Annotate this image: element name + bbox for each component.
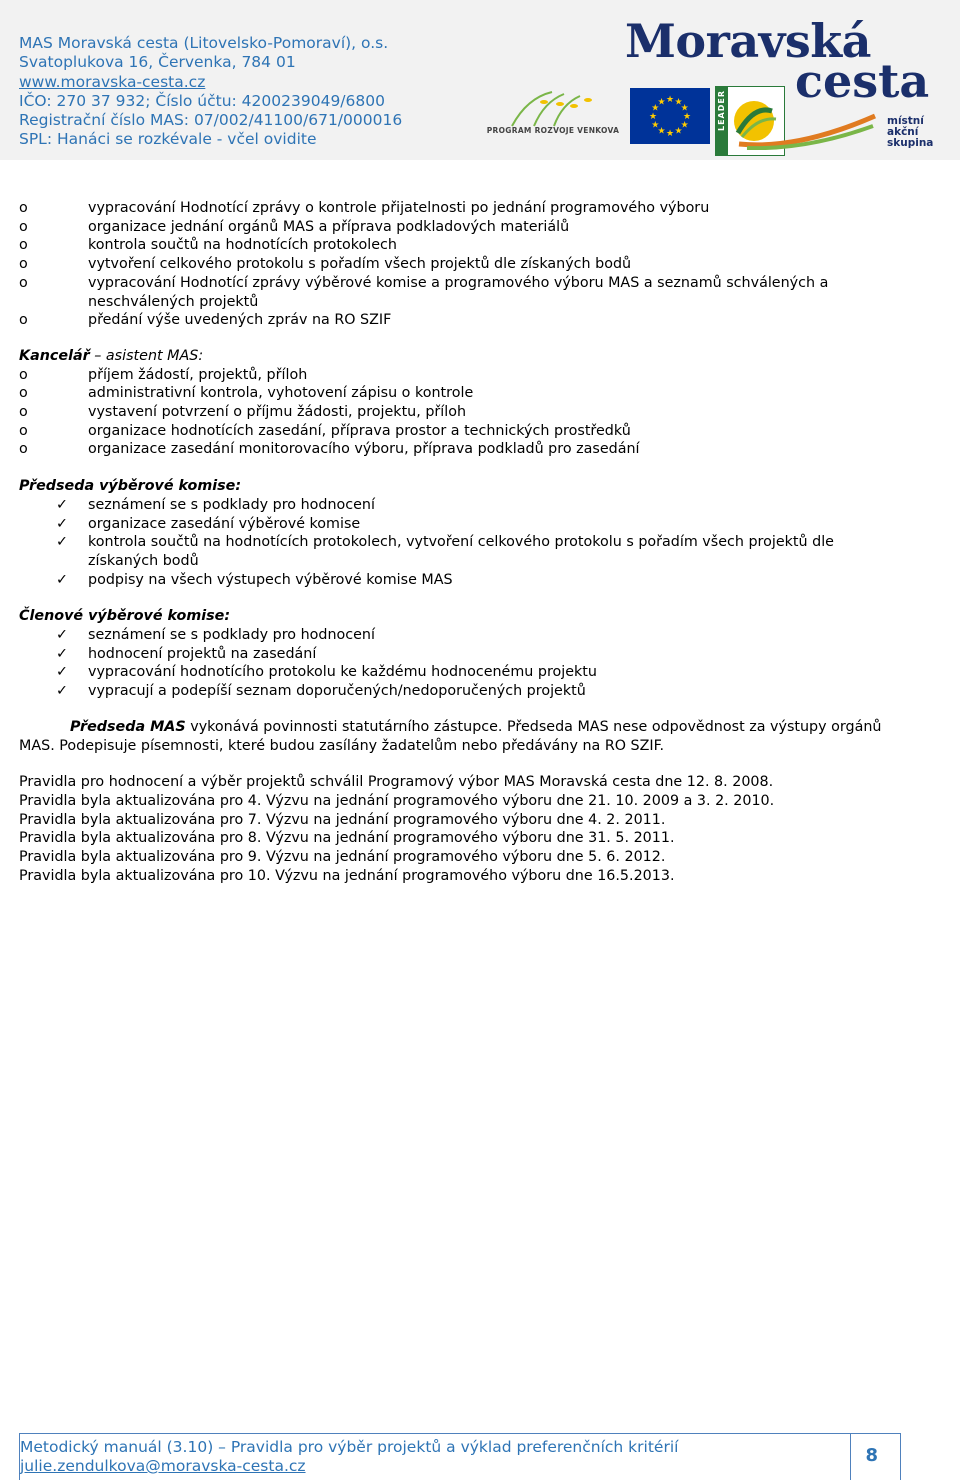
eu-star: ★	[665, 129, 675, 139]
predseda-mas-paragraph	[19, 718, 899, 755]
brand-sub-line: akční	[887, 126, 919, 138]
eu-star: ★	[657, 126, 666, 137]
list-item-text: podpisy na všech výstupech výběrové komise MAS	[88, 571, 453, 588]
list-item-text: hodnocení projektů na zasedání	[88, 645, 317, 662]
brand-word-2: cesta	[795, 54, 930, 108]
list-item	[19, 236, 899, 255]
predseda-mas-text: vykonává povinnosti statutárního zástupce. Předseda MAS nese odpovědnost za výstupy orgánů MAS. Podepisuje písemnosti, které budou zasílány žadatelům nebo předávány na RO SZIF.	[19, 718, 882, 754]
organization-spl: SPL: Hanáci se rozkévale - včel ovidite	[19, 130, 317, 149]
revision-note: Pravidla byla aktualizována pro 9. Výzvu na jednání programového výboru dne 5. 6. 2012.	[19, 849, 666, 866]
list-item	[19, 403, 899, 422]
eu-star: ★	[674, 126, 683, 137]
circle-bullet-icon: o	[19, 441, 28, 458]
eu-star: ★	[682, 112, 692, 122]
check-icon: ✓	[56, 664, 68, 681]
predseda-komise-list	[19, 496, 899, 590]
circle-bullet-icon: o	[19, 404, 28, 421]
list-item	[19, 682, 899, 701]
check-icon: ✓	[56, 683, 68, 700]
list-item	[19, 663, 899, 682]
footer-divider	[850, 1434, 851, 1480]
check-icon: ✓	[56, 645, 68, 662]
list-item-text: organizace jednání orgánů MAS a příprava podkladových materiálů	[88, 218, 570, 235]
list-item-text: organizace zasedání výběrové komise	[88, 515, 361, 532]
revision-note: Pravidla byla aktualizována pro 8. Výzvu na jednání programového výboru dne 31. 5. 2011.	[19, 830, 675, 847]
list-item-text: organizace zasedání monitorovacího výboru, příprava podkladů pro zasedání	[88, 441, 640, 458]
circle-bullet-icon: o	[19, 366, 28, 383]
eu-star: ★	[665, 95, 675, 105]
predseda-mas-label: Předseda MAS	[70, 718, 186, 735]
circle-bullet-icon: o	[19, 274, 28, 291]
clenove-komise-list	[19, 626, 899, 701]
eu-star: ★	[648, 112, 658, 122]
kancelar-task-list	[19, 366, 899, 460]
organization-website-link[interactable]: www.moravska-cesta.cz	[19, 72, 206, 91]
check-icon: ✓	[56, 515, 68, 532]
circle-bullet-icon: o	[19, 200, 28, 216]
list-item-text: administrativní kontrola, vyhotovení zápisu o kontrole	[88, 385, 474, 402]
footer-title: Metodický manuál (3.10) – Pravidla pro výběr projektů a výklad preferenčních kritérií	[20, 1438, 679, 1456]
list-item-text: seznámení se s podklady pro hodnocení	[88, 496, 375, 513]
document-body	[19, 199, 899, 886]
list-item-text: vypracují a podepíší seznam doporučených/nedoporučených projektů	[88, 683, 586, 700]
brand-subtitle	[887, 116, 933, 149]
section-title-predseda-komise: Předseda výběrové komise:	[19, 478, 242, 495]
section-title-role: – asistent MAS:	[89, 347, 204, 364]
list-item	[19, 218, 899, 237]
logo-area	[470, 0, 960, 160]
page-footer	[19, 1433, 901, 1480]
list-item-text: organizace hodnotících zasedání, příprava prostor a technických prostředků	[88, 422, 631, 439]
check-icon: ✓	[56, 496, 68, 513]
organization-registration: Registrační číslo MAS: 07/002/41100/671/000016	[19, 111, 403, 130]
section-title-kancelar	[19, 347, 899, 366]
circle-bullet-icon: o	[19, 422, 28, 439]
list-item	[19, 311, 899, 330]
list-item	[19, 274, 899, 311]
leader-label: LEADER	[717, 89, 726, 131]
page-number: 8	[865, 1445, 878, 1466]
circle-bullet-icon: o	[19, 385, 28, 402]
list-item	[19, 255, 899, 274]
list-item-text: kontrola součtů na hodnotících protokolech	[88, 237, 397, 254]
brand-sub-line: místní	[887, 115, 924, 127]
list-item	[19, 199, 899, 218]
list-item	[19, 422, 899, 441]
eu-star: ★	[657, 97, 666, 108]
top-task-list	[19, 199, 899, 330]
eu-star: ★	[651, 120, 660, 131]
revision-note: Pravidla byla aktualizována pro 4. Výzvu na jednání programového výboru dne 21. 10. 2009 a 3. 2. 2010.	[19, 792, 775, 809]
circle-bullet-icon: o	[19, 237, 28, 254]
list-item	[19, 515, 899, 534]
revision-notes	[19, 773, 899, 885]
list-item-text: vypracování Hodnotící zprávy o kontrole přijatelnosti po jednání programového výboru	[88, 200, 710, 216]
circle-bullet-icon: o	[19, 312, 28, 329]
eu-star: ★	[680, 103, 689, 114]
list-item	[19, 645, 899, 664]
list-item-text: příjem žádostí, projektů, příloh	[88, 366, 308, 383]
revision-note: Pravidla pro hodnocení a výběr projektů schválil Programový výbor MAS Moravská cesta dne 12. 8. 2008.	[19, 774, 774, 791]
list-item-text: vypracování hodnotícího protokolu ke každému hodnocenému projektu	[88, 664, 597, 681]
prv-label: PROGRAM ROZVOJE VENKOVA	[486, 126, 620, 135]
list-item-text: seznámení se s podklady pro hodnocení	[88, 627, 375, 644]
letterhead	[0, 0, 960, 165]
brand-word-1: Moravská	[625, 14, 871, 68]
section-title-clenove-komise: Členové výběrové komise:	[19, 608, 231, 625]
list-item	[19, 384, 899, 403]
prv-wheat-icon	[482, 88, 624, 128]
organization-address: Svatoplukova 16, Červenka, 784 01	[19, 53, 296, 72]
brand-swoosh-icon	[737, 110, 877, 150]
list-item-text: vypracování Hodnotící zprávy výběrové komise a programového výboru MAS a seznamů schválených a neschválených projektů	[88, 274, 829, 310]
organization-info	[19, 34, 402, 150]
list-item-text: vystavení potvrzení o příjmu žádosti, projektu, příloh	[88, 404, 467, 421]
footer-email-link[interactable]: julie.zendulkova@moravska-cesta.cz	[20, 1457, 306, 1475]
eu-star: ★	[651, 103, 660, 114]
list-item	[19, 496, 899, 515]
organization-name: MAS Moravská cesta (Litovelsko-Pomoraví), o.s.	[19, 34, 389, 52]
section-title-text: Kancelář	[19, 347, 90, 364]
revision-note: Pravidla byla aktualizována pro 7. Výzvu na jednání programového výboru dne 4. 2. 2011.	[19, 811, 666, 828]
list-item	[19, 571, 899, 590]
list-item	[19, 366, 899, 385]
revision-note: Pravidla byla aktualizována pro 10. Výzvu na jednání programového výboru dne 16.5.2013.	[19, 867, 675, 884]
eu-star: ★	[680, 120, 689, 131]
circle-bullet-icon: o	[19, 218, 28, 235]
check-icon: ✓	[56, 534, 68, 551]
list-item	[19, 440, 899, 459]
brand-sub-line: skupina	[887, 137, 934, 149]
check-icon: ✓	[56, 627, 68, 644]
prv-logo	[482, 88, 624, 138]
list-item-text: předání výše uvedených zpráv na RO SZIF	[88, 312, 392, 329]
organization-ico: IČO: 270 37 932; Číslo účtu: 4200239049/6800	[19, 91, 385, 110]
moravska-cesta-logo	[625, 8, 945, 158]
eu-star: ★	[674, 97, 683, 108]
list-item	[19, 626, 899, 645]
list-item-text: kontrola součtů na hodnotících protokolech, vytvoření celkového protokolu s pořadím všech projektů dle získaných bodů	[88, 534, 834, 569]
list-item-text: vytvoření celkového protokolu s pořadím všech projektů dle získaných bodů	[88, 256, 632, 273]
circle-bullet-icon: o	[19, 256, 28, 273]
list-item	[19, 533, 899, 570]
check-icon: ✓	[56, 571, 68, 588]
